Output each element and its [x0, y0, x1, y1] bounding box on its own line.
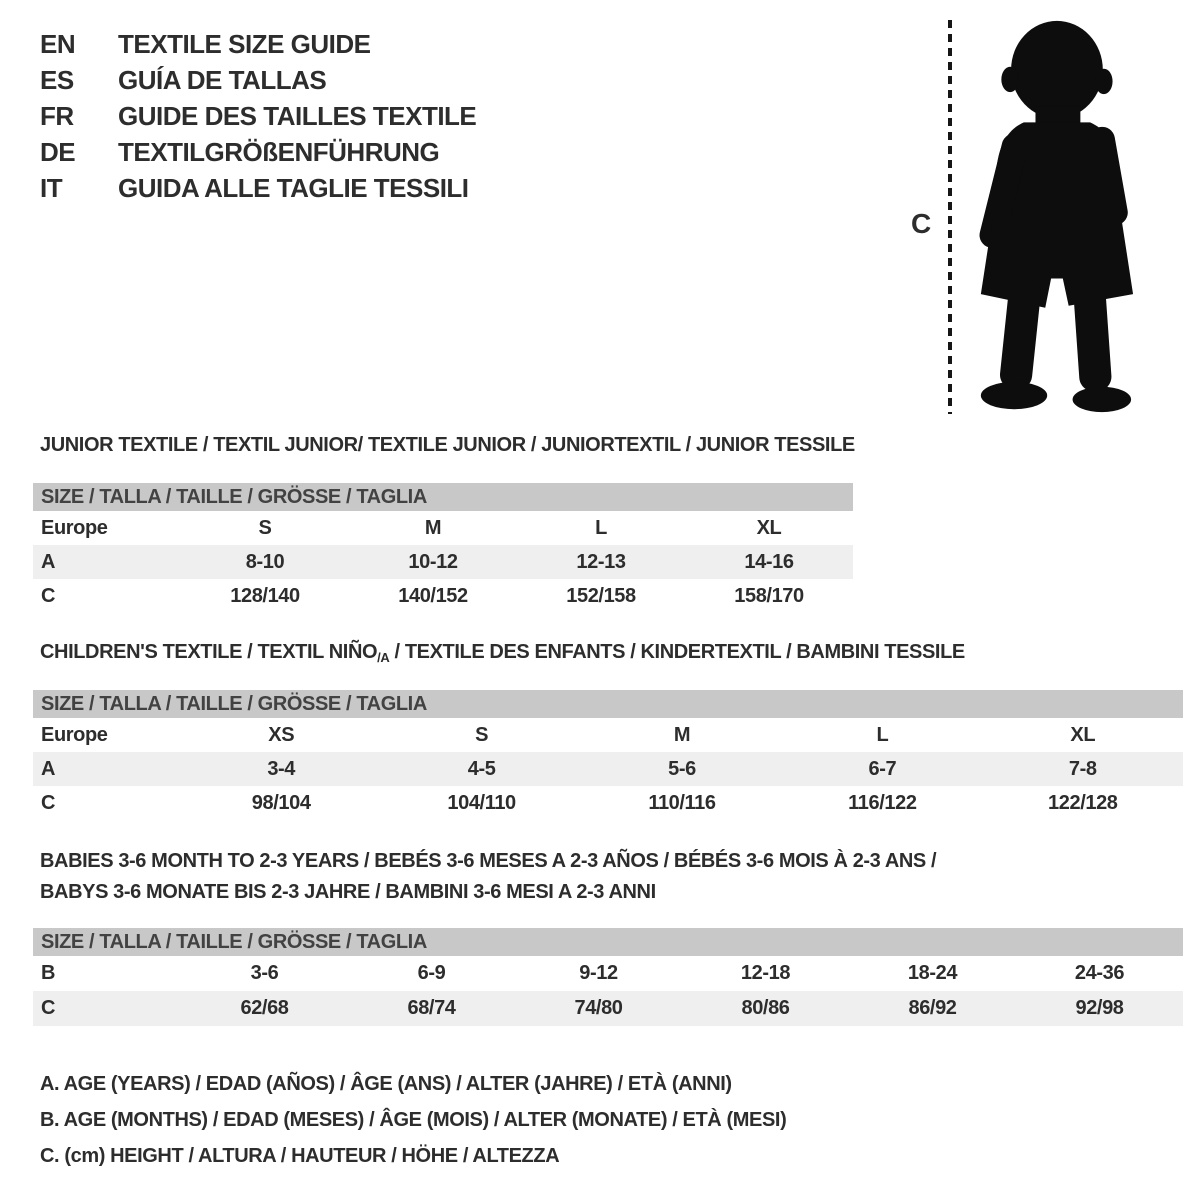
size-cell: 98/104 [251, 791, 311, 814]
size-cell: 140/152 [398, 584, 468, 607]
language-row-es [40, 62, 476, 98]
guide-title-it: GUIDA ALLE TAGLIE TESSILI [118, 172, 469, 203]
table-row [33, 718, 1183, 752]
size-cell: 5-6 [668, 757, 696, 780]
size-cell: 14-16 [744, 550, 794, 573]
size-cell: 104/110 [447, 791, 516, 814]
children-section-title [40, 640, 965, 666]
babies-title-line-1: BABIES 3-6 MONTH TO 2-3 YEARS / BEBÉS 3-6 MESES A 2-3 AÑOS / BÉBÉS 3-6 MOIS À 2-3 ANS / [40, 850, 937, 872]
size-cell: 128/140 [230, 584, 300, 607]
row-label: A [41, 757, 56, 780]
children-size-table [33, 718, 1183, 820]
toddler-silhouette-icon [965, 17, 1145, 417]
legend-line-age-years: A. AGE (YEARS) / EDAD (AÑOS) / ÂGE (ANS) / ALTER (JAHRE) / ETÀ (ANNI) [40, 1073, 732, 1095]
size-cell: XL [1070, 723, 1096, 746]
row-label: Europe [41, 723, 108, 746]
guide-title-en: TEXTILE SIZE GUIDE [118, 28, 371, 59]
legend-line-age-months: B. AGE (MONTHS) / EDAD (MESES) / ÂGE (MOIS) / ALTER (MONATE) / ETÀ (MESI) [40, 1109, 787, 1131]
height-measure-label: C [911, 208, 932, 239]
size-cell: 110/116 [648, 791, 716, 814]
size-cell: 12-13 [576, 550, 626, 573]
guide-title-de: TEXTILGRÖßENFÜHRUNG [118, 136, 440, 167]
size-cell: 4-5 [467, 757, 496, 780]
row-label: B [41, 962, 56, 984]
size-cell: 24-36 [1074, 962, 1125, 984]
guide-title-fr: GUIDE DES TAILLES TEXTILE [118, 100, 477, 131]
size-cell: 152/158 [566, 584, 636, 607]
language-row-fr [40, 98, 476, 134]
language-title-list [40, 26, 476, 206]
junior-size-table [33, 511, 853, 613]
height-measure-dashed-line [948, 20, 952, 414]
size-cell: M [424, 516, 442, 539]
size-cell: 68/74 [407, 997, 456, 1019]
size-cell: M [673, 723, 691, 746]
language-code-en: EN [40, 28, 76, 59]
table-row [33, 786, 1183, 820]
size-cell: 10-12 [408, 550, 458, 573]
junior-section-title: JUNIOR TEXTILE / TEXTIL JUNIOR/ TEXTILE JUNIOR / JUNIORTEXTIL / JUNIOR TESSILE [40, 434, 855, 456]
size-cell: S [475, 723, 489, 746]
guide-title-es: GUÍA DE TALLAS [118, 64, 327, 95]
size-cell: 116/122 [848, 791, 917, 814]
language-row-de [40, 134, 476, 170]
babies-section-title [40, 846, 936, 908]
size-cell: 8-10 [245, 550, 285, 573]
language-row-en [40, 26, 476, 62]
table-row [33, 991, 1183, 1026]
children-title-subscript: /A [377, 650, 390, 665]
size-cell: 86/92 [908, 997, 957, 1019]
babies-size-table [33, 956, 1183, 1026]
language-code-de: DE [40, 136, 76, 167]
size-cell: XS [268, 723, 295, 746]
table-row [33, 752, 1183, 786]
size-cell: 3-4 [267, 757, 296, 780]
size-cell: S [258, 516, 272, 539]
children-size-header-bar: SIZE / TALLA / TAILLE / GRÖSSE / TAGLIA [33, 690, 1183, 718]
height-measure-figure [905, 12, 1155, 420]
children-title-prefix: CHILDREN'S TEXTILE / TEXTIL NIÑO [40, 641, 378, 663]
row-label: C [41, 997, 56, 1019]
babies-size-header-bar: SIZE / TALLA / TAILLE / GRÖSSE / TAGLIA [33, 928, 1183, 956]
size-cell: 3-6 [250, 962, 279, 984]
size-cell: 74/80 [574, 997, 623, 1019]
measurement-legend [40, 1066, 786, 1174]
language-code-it: IT [40, 172, 63, 203]
table-row [33, 545, 853, 579]
table-row [33, 511, 853, 545]
size-cell: 18-24 [907, 962, 958, 984]
language-code-es: ES [40, 64, 74, 95]
row-label: A [41, 550, 56, 573]
size-cell: 158/170 [734, 584, 804, 607]
babies-title-line-2: BABYS 3-6 MONATE BIS 2-3 JAHRE / BAMBINI 3-6 MESI A 2-3 ANNI [40, 881, 656, 903]
junior-size-header-bar: SIZE / TALLA / TAILLE / GRÖSSE / TAGLIA [33, 483, 853, 511]
size-cell: 80/86 [741, 997, 790, 1019]
table-row [33, 579, 853, 613]
language-code-fr: FR [40, 100, 74, 131]
row-label: Europe [41, 516, 108, 539]
size-cell: 9-12 [579, 962, 618, 984]
size-cell: 6-9 [417, 962, 446, 984]
size-cell: 92/98 [1075, 997, 1124, 1019]
size-cell: 7-8 [1068, 757, 1097, 780]
size-cell: XL [756, 516, 782, 539]
table-row [33, 956, 1183, 991]
size-cell: L [876, 723, 889, 746]
size-cell: 122/128 [1048, 791, 1118, 814]
legend-line-height-cm: C. (cm) HEIGHT / ALTURA / HAUTEUR / HÖHE / ALTEZZA [40, 1145, 560, 1167]
size-cell: 12-18 [740, 962, 791, 984]
size-cell: 62/68 [240, 997, 289, 1019]
children-title-suffix: / TEXTILE DES ENFANTS / KINDERTEXTIL / BAMBINI TESSILE [389, 641, 965, 663]
size-cell: 6-7 [868, 757, 897, 780]
size-cell: L [595, 516, 607, 539]
row-label: C [41, 584, 56, 607]
language-row-it [40, 170, 476, 206]
row-label: C [41, 791, 56, 814]
